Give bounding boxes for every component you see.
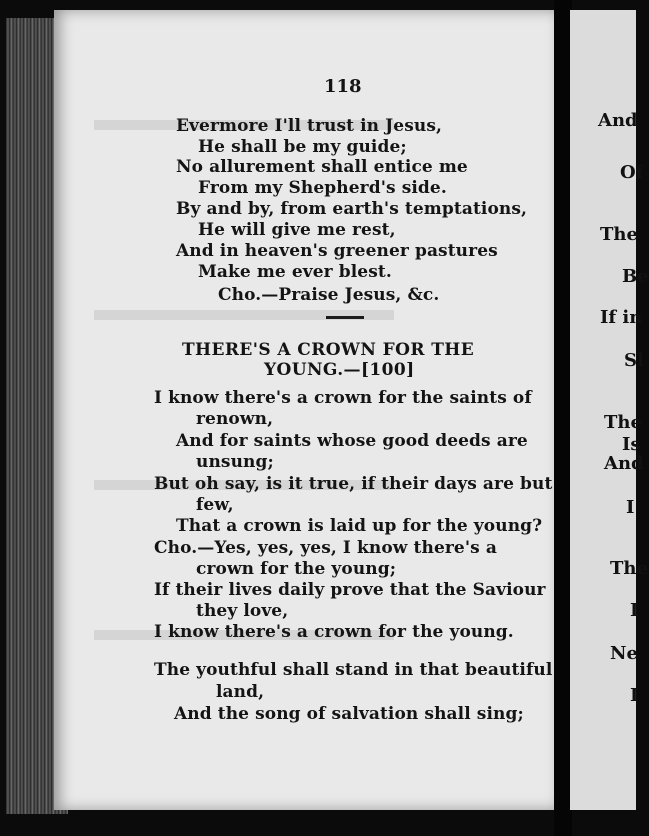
verse-line: unsung; <box>196 452 274 472</box>
verse-line: And in heaven's greener pastures <box>176 241 498 261</box>
verse-line: That a crown is laid up for the young? <box>176 516 543 536</box>
right-page-fragment: Sl <box>624 350 644 371</box>
right-page-fragment: Ne <box>610 643 638 664</box>
section-divider <box>326 316 364 319</box>
right-page-fragment: And <box>598 110 638 131</box>
verse-line: From my Shepherd's side. <box>198 178 447 198</box>
verse-line: renown, <box>196 409 274 429</box>
verse-line: And the song of salvation shall sing; <box>174 704 524 724</box>
right-page-fragment: The <box>604 412 642 433</box>
chorus-line: If their lives daily prove that the Saviour <box>154 580 546 600</box>
right-page-fragment: Be <box>622 266 649 287</box>
verse-line: Make me ever blest. <box>198 262 392 282</box>
right-page-fragment: Of <box>620 162 644 183</box>
right-page-fragment: The <box>600 224 638 245</box>
verse-line: He shall be my guide; <box>198 137 407 157</box>
page-number: 118 <box>324 76 362 97</box>
verse-line: But oh say, is it true, if their days are but <box>154 474 553 494</box>
hymn-title-number: YOUNG.—[100] <box>264 360 415 380</box>
chorus-line: they love, <box>196 601 289 621</box>
right-page-fragment: If in <box>600 307 643 328</box>
verse-line: I know there's a crown for the saints of <box>154 388 532 408</box>
right-page-fragment: And <box>604 453 644 474</box>
chorus-line: crown for the young; <box>196 559 397 579</box>
chorus-line: I know there's a crown for the young. <box>154 622 514 642</box>
verse-line: land, <box>216 682 265 702</box>
right-page-fragment: Is <box>622 434 641 455</box>
right-page-fragment: The <box>610 558 648 579</box>
verse-line: No allurement shall entice me <box>176 157 468 177</box>
right-page-fragment: I <box>630 685 639 706</box>
verse-line: few, <box>196 495 234 515</box>
verse-line: By and by, from earth's temptations, <box>176 199 528 219</box>
hymn-title: THERE'S A CROWN FOR THE <box>182 340 475 360</box>
book-page-right <box>570 10 649 810</box>
right-page-fragment: I <box>626 497 635 518</box>
verse-line: The youthful shall stand in that beautiful <box>154 660 553 680</box>
verse-line: And for saints whose good deeds are <box>176 431 528 451</box>
right-page-fragment: I <box>630 600 639 621</box>
verse-line: He will give me rest, <box>198 220 396 240</box>
chorus-reference: Cho.—Praise Jesus, &c. <box>218 285 440 305</box>
chorus-line: Cho.—Yes, yes, yes, I know there's a <box>154 538 497 558</box>
verse-line: Evermore I'll trust in Jesus, <box>176 116 443 136</box>
